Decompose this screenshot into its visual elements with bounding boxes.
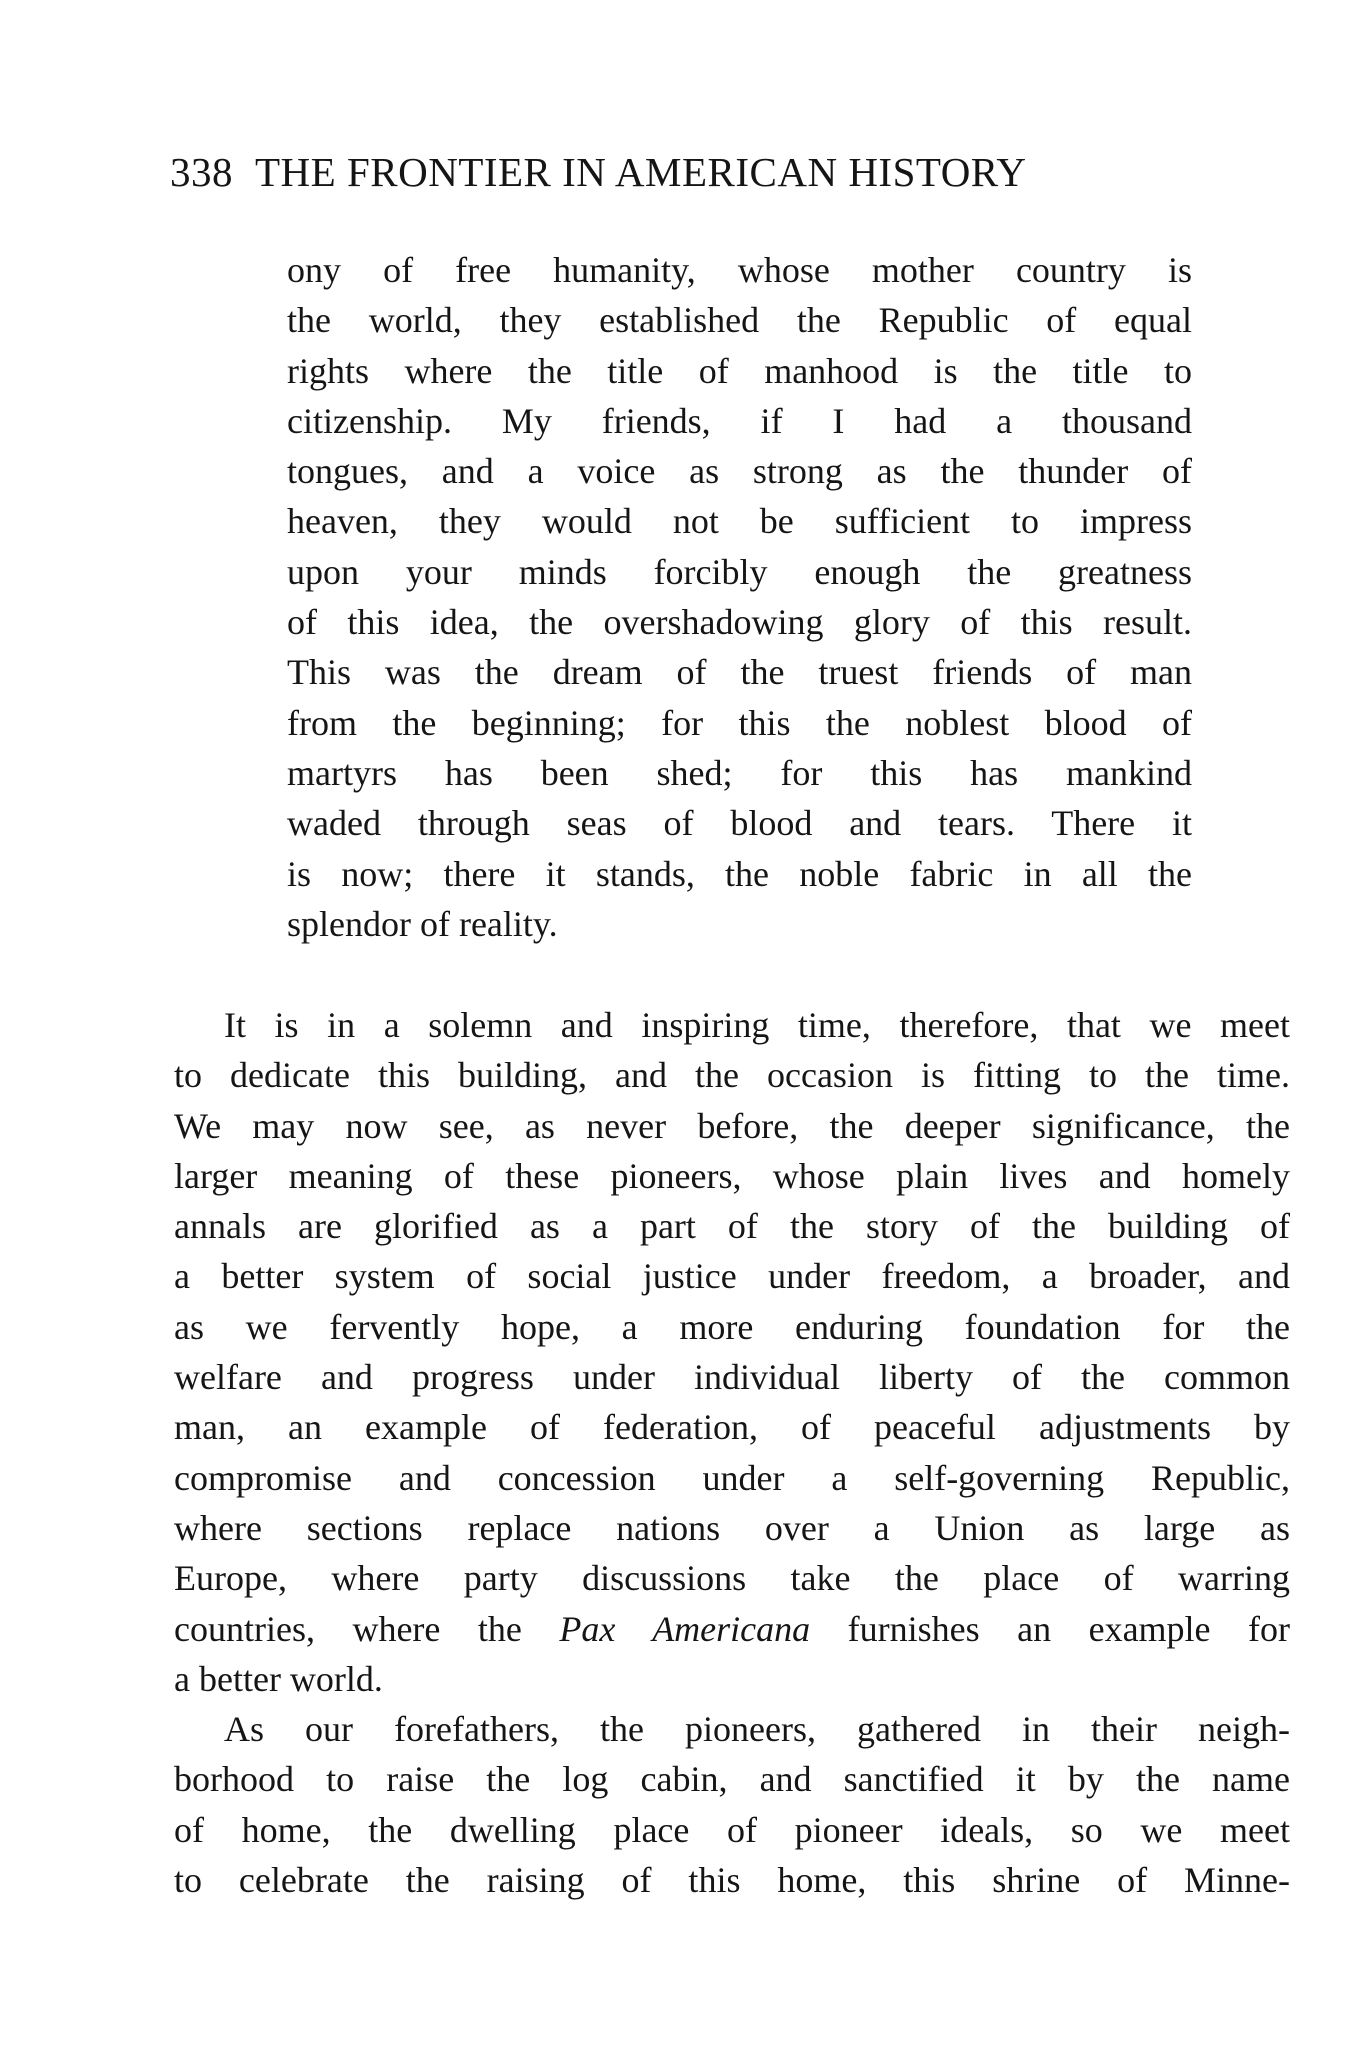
quote-line: waded through seas of blood and tears. There it <box>287 803 1192 844</box>
quote-line: of this idea, the overshadowing glory of this result. <box>287 602 1192 643</box>
paragraph-line: annals are glorified as a part of the story of the building of <box>174 1206 1290 1247</box>
italic-term: Pax Americana <box>559 1608 811 1649</box>
quote-line: the world, they established the Republic of equal <box>287 300 1192 341</box>
quote-line: ony of free humanity, whose mother country is <box>287 250 1192 290</box>
text-segment: furnishes an example for <box>810 1608 1291 1649</box>
quote-line: martyrs has been shed; for this has mankind <box>287 752 1192 793</box>
quote-line: upon your minds forcibly enough the greatness <box>287 551 1192 592</box>
paragraph-line: larger meaning of these pioneers, whose plain lives and homely <box>174 1155 1290 1196</box>
paragraph-line: compromise and concession under a self-governing Republic, <box>174 1457 1290 1498</box>
paragraph-line: to dedicate this building, and the occasion is fitting to the time. <box>174 1055 1290 1096</box>
page-number: 338 <box>170 149 233 195</box>
paragraph-line: Europe, where party discussions take the place of warring <box>174 1558 1290 1599</box>
paragraph-line: As our forefathers, the pioneers, gathered in their neigh- <box>224 1709 1290 1750</box>
quote-line: citizenship. My friends, if I had a thousand <box>287 400 1192 441</box>
paragraph-line: man, an example of federation, of peaceful adjustments by <box>174 1407 1290 1448</box>
quote-line: rights where the title of manhood is the title to <box>287 350 1192 391</box>
paragraph-line: welfare and progress under individual liberty of the common <box>174 1357 1290 1398</box>
running-title: THE FRONTIER IN AMERICAN HISTORY <box>255 149 1027 195</box>
paragraph-line: where sections replace nations over a Union as large as <box>174 1507 1290 1548</box>
quote-line: heaven, they would not be sufficient to impress <box>287 501 1192 542</box>
paragraph-line: a better world. <box>174 1658 383 1699</box>
paragraph-line: to celebrate the raising of this home, this shrine of Minne- <box>174 1860 1290 1901</box>
paragraph-line: a better system of social justice under freedom, a broader, and <box>174 1256 1290 1297</box>
quote-line: from the beginning; for this the noblest blood of <box>287 702 1192 743</box>
paragraph-line: We may now see, as never before, the deeper significance, the <box>174 1105 1290 1146</box>
block-quote <box>287 245 1192 949</box>
paragraph-line: of home, the dwelling place of pioneer ideals, so we meet <box>174 1809 1290 1850</box>
quote-line: is now; there it stands, the noble fabric in all the <box>287 853 1192 894</box>
quote-line: This was the dream of the truest friends of man <box>287 652 1192 693</box>
page-header <box>170 148 1170 208</box>
paragraph-line: borhood to raise the log cabin, and sanctified it by the name <box>174 1759 1290 1800</box>
text-segment: countries, where the <box>174 1608 560 1649</box>
body-text <box>174 1000 1290 1905</box>
paragraph-line: It is in a solemn and inspiring time, therefore, that we meet <box>224 1005 1290 1045</box>
quote-line: splendor of reality. <box>287 903 558 944</box>
quote-line: tongues, and a voice as strong as the thunder of <box>287 451 1192 492</box>
paragraph-line: as we fervently hope, a more enduring foundation for the <box>174 1306 1290 1347</box>
paragraph-line-with-italic <box>174 1604 1290 1654</box>
